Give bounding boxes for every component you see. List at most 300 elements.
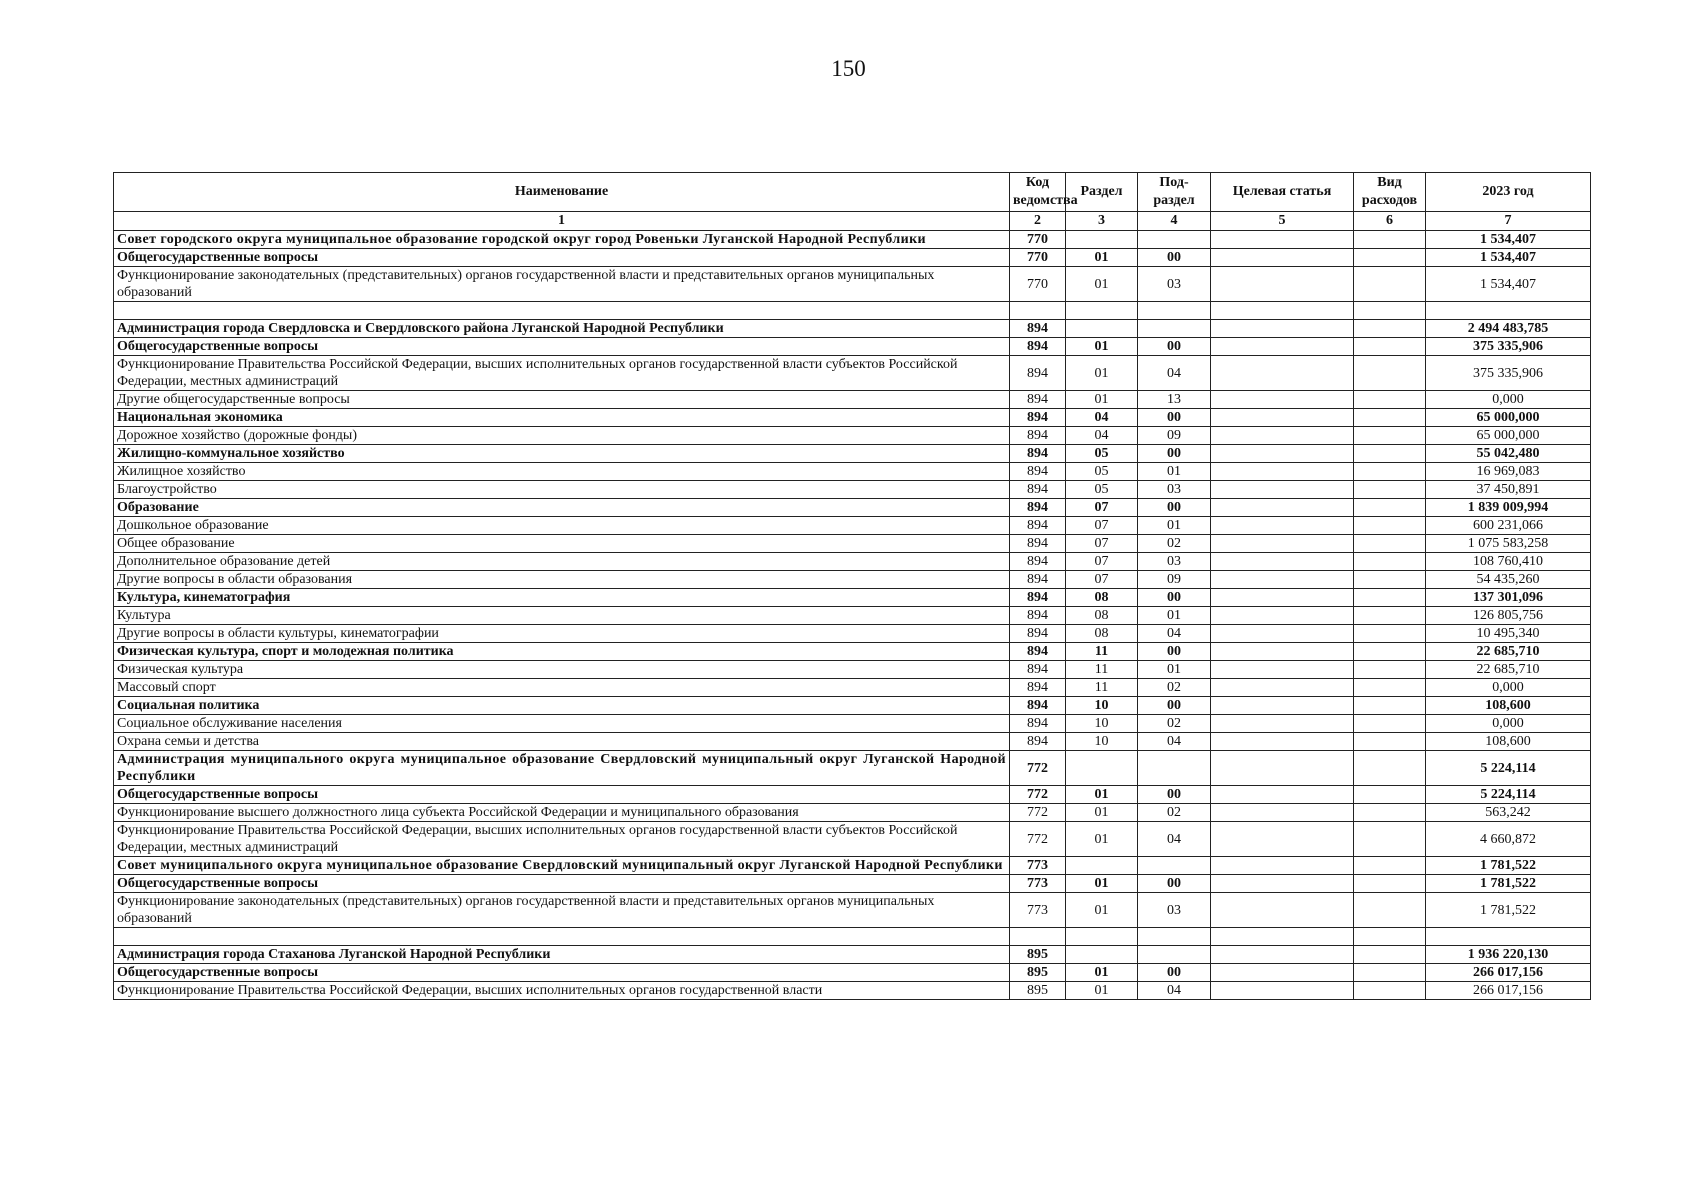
table-row <box>114 267 1591 302</box>
table-row <box>114 499 1591 517</box>
header-section: Раздел <box>1066 173 1138 212</box>
row-expense-type <box>1354 302 1426 320</box>
row-subsection: 09 <box>1138 427 1211 445</box>
table-row <box>114 607 1591 625</box>
table-row <box>114 249 1591 267</box>
table-row <box>114 463 1591 481</box>
row-expense-type <box>1354 356 1426 391</box>
row-amount-2023: 1 075 583,258 <box>1426 535 1591 553</box>
row-target-article <box>1211 249 1354 267</box>
row-expense-type <box>1354 875 1426 893</box>
row-subsection: 03 <box>1138 553 1211 571</box>
row-section: 01 <box>1066 391 1138 409</box>
row-section <box>1066 857 1138 875</box>
row-subsection: 00 <box>1138 786 1211 804</box>
row-amount-2023: 266 017,156 <box>1426 964 1591 982</box>
row-department-code: 773 <box>1010 893 1066 928</box>
row-section: 08 <box>1066 607 1138 625</box>
row-subsection: 01 <box>1138 607 1211 625</box>
row-subsection <box>1138 751 1211 786</box>
row-target-article <box>1211 661 1354 679</box>
row-section: 11 <box>1066 643 1138 661</box>
row-name <box>114 302 1010 320</box>
row-expense-type <box>1354 643 1426 661</box>
row-subsection: 00 <box>1138 249 1211 267</box>
row-target-article <box>1211 427 1354 445</box>
row-section: 07 <box>1066 517 1138 535</box>
row-section <box>1066 302 1138 320</box>
row-expense-type <box>1354 857 1426 875</box>
row-name: Функционирование Правительства Российской Федерации, высших исполнительных органов государственной власти <box>114 982 1010 1000</box>
row-section: 04 <box>1066 427 1138 445</box>
row-department-code: 894 <box>1010 553 1066 571</box>
row-section: 01 <box>1066 267 1138 302</box>
row-subsection: 00 <box>1138 589 1211 607</box>
row-name: Администрация города Свердловска и Свердловского района Луганской Народной Республики <box>114 320 1010 338</box>
row-subsection: 04 <box>1138 822 1211 857</box>
row-amount-2023: 22 685,710 <box>1426 661 1591 679</box>
row-name: Другие общегосударственные вопросы <box>114 391 1010 409</box>
row-name: Массовый спорт <box>114 679 1010 697</box>
row-subsection: 00 <box>1138 643 1211 661</box>
row-department-code: 894 <box>1010 625 1066 643</box>
row-amount-2023: 65 000,000 <box>1426 409 1591 427</box>
row-department-code: 894 <box>1010 589 1066 607</box>
row-department-code: 894 <box>1010 697 1066 715</box>
row-department-code <box>1010 928 1066 946</box>
row-subsection: 00 <box>1138 499 1211 517</box>
row-expense-type <box>1354 928 1426 946</box>
row-expense-type <box>1354 804 1426 822</box>
table-row <box>114 427 1591 445</box>
row-target-article <box>1211 964 1354 982</box>
table-row <box>114 302 1591 320</box>
row-subsection: 09 <box>1138 571 1211 589</box>
row-target-article <box>1211 445 1354 463</box>
row-section <box>1066 320 1138 338</box>
row-department-code: 773 <box>1010 875 1066 893</box>
table-row <box>114 589 1591 607</box>
table-body <box>114 231 1591 1000</box>
page-number: 150 <box>831 56 866 81</box>
row-section: 01 <box>1066 893 1138 928</box>
row-amount-2023: 600 231,066 <box>1426 517 1591 535</box>
row-amount-2023 <box>1426 928 1591 946</box>
row-subsection: 03 <box>1138 267 1211 302</box>
header-row <box>114 173 1591 212</box>
row-amount-2023: 1 781,522 <box>1426 875 1591 893</box>
row-name: Функционирование Правительства Российской Федерации, высших исполнительных органов государственной власти субъектов Российской Федерации, местных администраций <box>114 822 1010 857</box>
row-name: Функционирование законодательных (представительных) органов государственной власти и представительных органов муниципальных образований <box>114 267 1010 302</box>
row-department-code: 894 <box>1010 463 1066 481</box>
row-target-article <box>1211 679 1354 697</box>
row-subsection <box>1138 857 1211 875</box>
row-target-article <box>1211 553 1354 571</box>
row-department-code: 773 <box>1010 857 1066 875</box>
table-row <box>114 982 1591 1000</box>
row-expense-type <box>1354 589 1426 607</box>
row-department-code: 894 <box>1010 338 1066 356</box>
row-expense-type <box>1354 481 1426 499</box>
header-subsection: Под-раздел <box>1138 173 1211 212</box>
row-target-article <box>1211 893 1354 928</box>
row-department-code: 894 <box>1010 427 1066 445</box>
row-expense-type <box>1354 553 1426 571</box>
row-subsection: 02 <box>1138 535 1211 553</box>
row-department-code: 894 <box>1010 643 1066 661</box>
row-department-code: 894 <box>1010 661 1066 679</box>
row-section: 01 <box>1066 982 1138 1000</box>
header-name: Наименование <box>114 173 1010 212</box>
table-row <box>114 893 1591 928</box>
row-name: Физическая культура, спорт и молодежная политика <box>114 643 1010 661</box>
row-expense-type <box>1354 697 1426 715</box>
row-subsection: 03 <box>1138 481 1211 499</box>
column-number: 6 <box>1354 212 1426 231</box>
column-number: 4 <box>1138 212 1211 231</box>
row-department-code: 894 <box>1010 391 1066 409</box>
table-row <box>114 338 1591 356</box>
row-name: Общее образование <box>114 535 1010 553</box>
row-expense-type <box>1354 751 1426 786</box>
row-subsection <box>1138 320 1211 338</box>
row-section <box>1066 946 1138 964</box>
row-target-article <box>1211 946 1354 964</box>
column-number: 1 <box>114 212 1010 231</box>
row-section: 07 <box>1066 553 1138 571</box>
row-name: Общегосударственные вопросы <box>114 786 1010 804</box>
row-expense-type <box>1354 893 1426 928</box>
row-name: Культура <box>114 607 1010 625</box>
column-number: 7 <box>1426 212 1591 231</box>
row-amount-2023: 137 301,096 <box>1426 589 1591 607</box>
row-expense-type <box>1354 661 1426 679</box>
table-row <box>114 643 1591 661</box>
table-row <box>114 320 1591 338</box>
row-name: Жилищное хозяйство <box>114 463 1010 481</box>
row-target-article <box>1211 571 1354 589</box>
row-name: Совет муниципального округа муниципальное образование Свердловский муниципальный округ Луганской Народной Республики <box>114 857 1010 875</box>
row-name: Благоустройство <box>114 481 1010 499</box>
table-row <box>114 751 1591 786</box>
row-name: Администрация муниципального округа муниципальное образование Свердловский муниципальный округ Луганской Народной Республики <box>114 751 1010 786</box>
row-section: 08 <box>1066 625 1138 643</box>
table-row <box>114 356 1591 391</box>
row-expense-type <box>1354 607 1426 625</box>
row-name: Дополнительное образование детей <box>114 553 1010 571</box>
header-target-article: Целевая статья <box>1211 173 1354 212</box>
table-row <box>114 733 1591 751</box>
row-amount-2023: 266 017,156 <box>1426 982 1591 1000</box>
row-subsection <box>1138 302 1211 320</box>
row-target-article <box>1211 338 1354 356</box>
row-department-code <box>1010 302 1066 320</box>
row-target-article <box>1211 320 1354 338</box>
row-amount-2023: 108,600 <box>1426 733 1591 751</box>
row-expense-type <box>1354 267 1426 302</box>
row-amount-2023: 5 224,114 <box>1426 786 1591 804</box>
row-target-article <box>1211 409 1354 427</box>
row-department-code: 772 <box>1010 751 1066 786</box>
table-row <box>114 625 1591 643</box>
row-amount-2023: 0,000 <box>1426 715 1591 733</box>
row-amount-2023: 22 685,710 <box>1426 643 1591 661</box>
header-year-2023: 2023 год <box>1426 173 1591 212</box>
row-department-code: 894 <box>1010 571 1066 589</box>
row-section: 07 <box>1066 571 1138 589</box>
row-expense-type <box>1354 445 1426 463</box>
row-target-article <box>1211 463 1354 481</box>
column-number-row <box>114 212 1591 231</box>
row-amount-2023: 1 534,407 <box>1426 249 1591 267</box>
row-amount-2023: 375 335,906 <box>1426 356 1591 391</box>
row-department-code: 894 <box>1010 356 1066 391</box>
row-target-article <box>1211 928 1354 946</box>
row-expense-type <box>1354 427 1426 445</box>
row-section: 05 <box>1066 445 1138 463</box>
row-section: 10 <box>1066 733 1138 751</box>
row-name: Культура, кинематография <box>114 589 1010 607</box>
row-subsection: 00 <box>1138 445 1211 463</box>
budget-table <box>113 172 1591 1000</box>
row-name: Охрана семьи и детства <box>114 733 1010 751</box>
header-department-code: Код ведомства <box>1010 173 1066 212</box>
row-target-article <box>1211 231 1354 249</box>
row-department-code: 894 <box>1010 535 1066 553</box>
row-name: Функционирование высшего должностного лица субъекта Российской Федерации и муниципального образования <box>114 804 1010 822</box>
row-section: 01 <box>1066 804 1138 822</box>
table-row <box>114 786 1591 804</box>
row-amount-2023: 108,600 <box>1426 697 1591 715</box>
row-subsection: 03 <box>1138 893 1211 928</box>
row-subsection <box>1138 946 1211 964</box>
row-target-article <box>1211 302 1354 320</box>
row-department-code: 894 <box>1010 445 1066 463</box>
row-amount-2023: 0,000 <box>1426 391 1591 409</box>
row-amount-2023: 55 042,480 <box>1426 445 1591 463</box>
row-section: 01 <box>1066 875 1138 893</box>
row-section: 10 <box>1066 697 1138 715</box>
row-department-code: 770 <box>1010 231 1066 249</box>
row-expense-type <box>1354 786 1426 804</box>
row-target-article <box>1211 643 1354 661</box>
row-section: 05 <box>1066 481 1138 499</box>
row-amount-2023: 126 805,756 <box>1426 607 1591 625</box>
row-section: 10 <box>1066 715 1138 733</box>
row-target-article <box>1211 786 1354 804</box>
row-subsection: 01 <box>1138 661 1211 679</box>
row-subsection <box>1138 928 1211 946</box>
table-row <box>114 697 1591 715</box>
row-expense-type <box>1354 320 1426 338</box>
row-expense-type <box>1354 409 1426 427</box>
table-row <box>114 481 1591 499</box>
row-department-code: 770 <box>1010 267 1066 302</box>
row-section: 11 <box>1066 661 1138 679</box>
row-expense-type <box>1354 249 1426 267</box>
row-subsection: 02 <box>1138 679 1211 697</box>
row-target-article <box>1211 751 1354 786</box>
row-subsection: 04 <box>1138 982 1211 1000</box>
row-department-code: 772 <box>1010 822 1066 857</box>
row-name: Национальная экономика <box>114 409 1010 427</box>
row-target-article <box>1211 607 1354 625</box>
row-target-article <box>1211 822 1354 857</box>
column-number: 3 <box>1066 212 1138 231</box>
row-section: 01 <box>1066 356 1138 391</box>
row-name: Другие вопросы в области культуры, кинематографии <box>114 625 1010 643</box>
row-amount-2023: 1 839 009,994 <box>1426 499 1591 517</box>
row-expense-type <box>1354 463 1426 481</box>
row-amount-2023 <box>1426 302 1591 320</box>
row-amount-2023: 563,242 <box>1426 804 1591 822</box>
row-amount-2023: 1 781,522 <box>1426 893 1591 928</box>
row-amount-2023: 2 494 483,785 <box>1426 320 1591 338</box>
row-name: Общегосударственные вопросы <box>114 875 1010 893</box>
header-expense-type: Вид расходов <box>1354 173 1426 212</box>
row-name: Функционирование Правительства Российской Федерации, высших исполнительных органов государственной власти субъектов Российской Федерации, местных администраций <box>114 356 1010 391</box>
row-expense-type <box>1354 822 1426 857</box>
row-subsection: 00 <box>1138 697 1211 715</box>
row-section: 11 <box>1066 679 1138 697</box>
table-row <box>114 928 1591 946</box>
row-subsection: 00 <box>1138 338 1211 356</box>
row-subsection: 01 <box>1138 463 1211 481</box>
row-department-code: 894 <box>1010 679 1066 697</box>
row-expense-type <box>1354 733 1426 751</box>
row-target-article <box>1211 589 1354 607</box>
row-subsection: 02 <box>1138 715 1211 733</box>
row-name: Общегосударственные вопросы <box>114 338 1010 356</box>
row-section: 07 <box>1066 535 1138 553</box>
row-department-code: 894 <box>1010 607 1066 625</box>
row-amount-2023: 16 969,083 <box>1426 463 1591 481</box>
row-expense-type <box>1354 964 1426 982</box>
row-target-article <box>1211 697 1354 715</box>
row-department-code: 895 <box>1010 946 1066 964</box>
row-target-article <box>1211 715 1354 733</box>
table-row <box>114 553 1591 571</box>
row-target-article <box>1211 982 1354 1000</box>
row-amount-2023: 37 450,891 <box>1426 481 1591 499</box>
row-section <box>1066 231 1138 249</box>
row-expense-type <box>1354 982 1426 1000</box>
row-name: Общегосударственные вопросы <box>114 249 1010 267</box>
row-amount-2023: 65 000,000 <box>1426 427 1591 445</box>
row-target-article <box>1211 391 1354 409</box>
row-amount-2023: 0,000 <box>1426 679 1591 697</box>
row-amount-2023: 108 760,410 <box>1426 553 1591 571</box>
table-row <box>114 445 1591 463</box>
row-expense-type <box>1354 946 1426 964</box>
row-target-article <box>1211 267 1354 302</box>
row-department-code: 770 <box>1010 249 1066 267</box>
row-section: 08 <box>1066 589 1138 607</box>
row-target-article <box>1211 535 1354 553</box>
row-expense-type <box>1354 571 1426 589</box>
row-subsection: 00 <box>1138 964 1211 982</box>
row-subsection: 04 <box>1138 356 1211 391</box>
row-expense-type <box>1354 715 1426 733</box>
row-name: Совет городского округа муниципальное образование городской округ город Ровеньки Луганской Народной Республики <box>114 231 1010 249</box>
table-row <box>114 409 1591 427</box>
row-department-code: 772 <box>1010 804 1066 822</box>
row-department-code: 772 <box>1010 786 1066 804</box>
row-name: Дошкольное образование <box>114 517 1010 535</box>
row-section <box>1066 928 1138 946</box>
row-amount-2023: 4 660,872 <box>1426 822 1591 857</box>
row-subsection <box>1138 231 1211 249</box>
row-department-code: 894 <box>1010 481 1066 499</box>
row-expense-type <box>1354 625 1426 643</box>
table-row <box>114 804 1591 822</box>
row-amount-2023: 375 335,906 <box>1426 338 1591 356</box>
row-subsection: 04 <box>1138 625 1211 643</box>
row-target-article <box>1211 499 1354 517</box>
row-department-code: 895 <box>1010 982 1066 1000</box>
row-name: Социальная политика <box>114 697 1010 715</box>
row-target-article <box>1211 804 1354 822</box>
row-subsection: 02 <box>1138 804 1211 822</box>
row-section: 01 <box>1066 786 1138 804</box>
row-name: Жилищно-коммунальное хозяйство <box>114 445 1010 463</box>
column-number: 2 <box>1010 212 1066 231</box>
row-name: Другие вопросы в области образования <box>114 571 1010 589</box>
row-expense-type <box>1354 231 1426 249</box>
row-target-article <box>1211 625 1354 643</box>
row-department-code: 894 <box>1010 715 1066 733</box>
row-name: Администрация города Стаханова Луганской Народной Республики <box>114 946 1010 964</box>
row-expense-type <box>1354 535 1426 553</box>
row-name: Функционирование законодательных (представительных) органов государственной власти и представительных органов муниципальных образований <box>114 893 1010 928</box>
row-expense-type <box>1354 338 1426 356</box>
row-amount-2023: 5 224,114 <box>1426 751 1591 786</box>
table-row <box>114 946 1591 964</box>
row-amount-2023: 10 495,340 <box>1426 625 1591 643</box>
row-expense-type <box>1354 391 1426 409</box>
table-row <box>114 661 1591 679</box>
table-row <box>114 679 1591 697</box>
row-amount-2023: 1 534,407 <box>1426 267 1591 302</box>
row-subsection: 13 <box>1138 391 1211 409</box>
row-department-code: 894 <box>1010 409 1066 427</box>
row-department-code: 894 <box>1010 320 1066 338</box>
row-target-article <box>1211 517 1354 535</box>
row-section <box>1066 751 1138 786</box>
row-section: 01 <box>1066 249 1138 267</box>
row-name <box>114 928 1010 946</box>
row-name: Социальное обслуживание населения <box>114 715 1010 733</box>
row-expense-type <box>1354 679 1426 697</box>
row-expense-type <box>1354 517 1426 535</box>
row-subsection: 01 <box>1138 517 1211 535</box>
column-number: 5 <box>1211 212 1354 231</box>
table-row <box>114 535 1591 553</box>
row-section: 01 <box>1066 964 1138 982</box>
row-subsection: 00 <box>1138 409 1211 427</box>
row-subsection: 00 <box>1138 875 1211 893</box>
row-department-code: 894 <box>1010 499 1066 517</box>
row-section: 05 <box>1066 463 1138 481</box>
row-department-code: 895 <box>1010 964 1066 982</box>
row-expense-type <box>1354 499 1426 517</box>
table-row <box>114 857 1591 875</box>
row-name: Физическая культура <box>114 661 1010 679</box>
row-target-article <box>1211 481 1354 499</box>
row-name: Общегосударственные вопросы <box>114 964 1010 982</box>
table-row <box>114 517 1591 535</box>
row-department-code: 894 <box>1010 733 1066 751</box>
